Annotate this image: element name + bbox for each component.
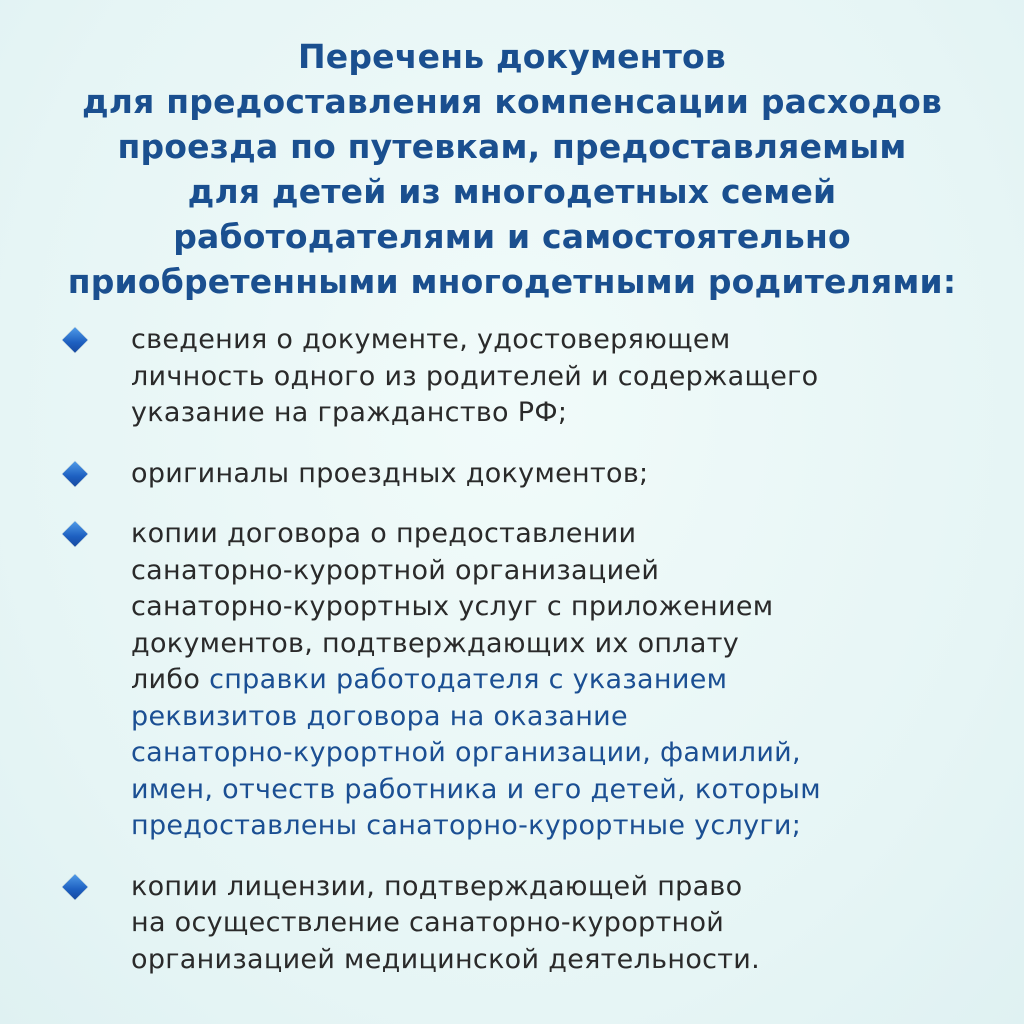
text-line: на осуществление санаторно-курортной: [131, 907, 725, 938]
text-line: организацией медицинской деятельности.: [131, 943, 761, 975]
mixed-text-line: [131, 662, 991, 699]
text-line: копии договора о предоставлении: [131, 518, 637, 549]
list-item: [0, 456, 1024, 493]
list-item-text: [131, 456, 991, 493]
title-line: проезда по путевкам, предоставляемым: [117, 127, 907, 166]
text-line: документов, подтверждающих их оплату: [131, 627, 740, 659]
text-line: личность одного из родителей и содержащего: [131, 360, 819, 392]
highlighted-text-line: имен, отчеств работника и его детей, которым: [131, 773, 821, 805]
highlighted-text-line: санаторно-курортной организации, фамилий,: [131, 737, 801, 768]
title-line: для предоставления компенсации расходов: [81, 82, 943, 121]
title-line: приобретенными многодетными родителями:: [67, 262, 957, 301]
list-item-text: [131, 322, 991, 432]
document-list: [0, 322, 1024, 1000]
text-line: указание на гражданство РФ;: [131, 397, 568, 428]
title-line: для детей из многодетных семей: [187, 172, 837, 211]
text-line: сведения о документе, удостоверяющем: [131, 324, 731, 355]
list-item: [0, 869, 1024, 979]
highlighted-text-line: реквизитов договора на оказание: [131, 700, 628, 732]
diamond-bullet-icon: [62, 874, 87, 899]
text-line: оригиналы проездных документов;: [131, 457, 649, 489]
text-line: санаторно-курортной организацией: [131, 554, 660, 586]
title-line: работодателями и самостоятельно: [173, 217, 851, 256]
list-item: [0, 322, 1024, 432]
text-line: санаторно-курортных услуг с приложением: [131, 591, 774, 622]
list-item: [0, 516, 1024, 845]
text-line: копии лицензии, подтверждающей право: [131, 870, 743, 902]
diamond-bullet-icon: [62, 461, 87, 486]
diamond-bullet-icon: [62, 327, 87, 352]
text-segment: либо: [131, 664, 210, 695]
title-line: Перечень документов: [297, 37, 727, 76]
highlighted-text: справки работодателя с указанием: [209, 664, 728, 695]
highlighted-text-line: предоставлены санаторно-курортные услуги;: [131, 810, 802, 841]
list-item-text: [131, 516, 991, 845]
list-item-text: [131, 869, 991, 979]
diamond-bullet-icon: [62, 521, 87, 546]
page-title: [40, 34, 984, 304]
